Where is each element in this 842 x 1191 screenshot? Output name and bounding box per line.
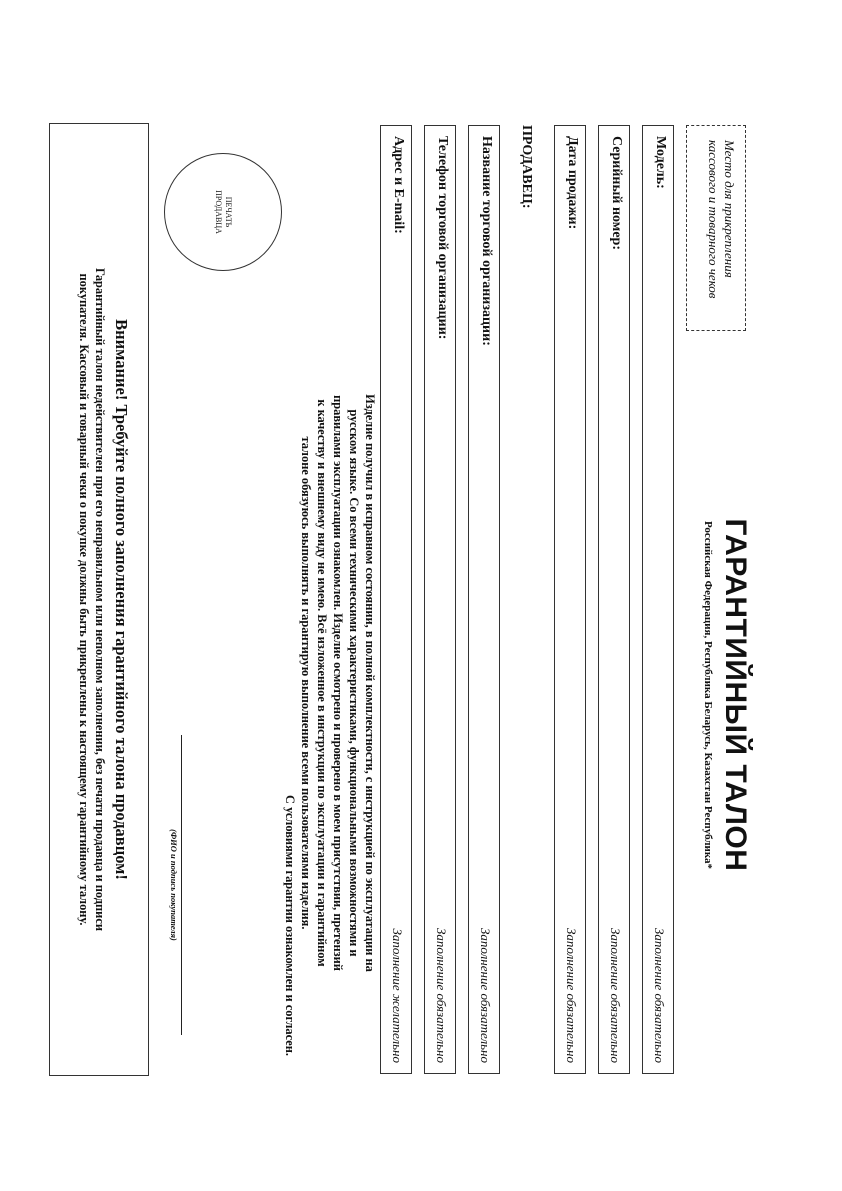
serial-number-requirement: Заполнение обязательно bbox=[608, 928, 623, 1063]
address-email-label: Адрес и E-mail: bbox=[391, 136, 406, 234]
serial-number-field[interactable] bbox=[598, 125, 630, 1074]
statement-line: к качеству и внешнему виду не имею. Всё изложенное в инструкции по эксплуатации и гарантийном bbox=[315, 399, 329, 967]
statement-line: русском языке. Со всеми техническими характеристиками, функциональными возможностями и bbox=[347, 409, 361, 957]
signature-caption: (ФИО и подпись покупателя) bbox=[169, 829, 179, 941]
organization-phone-requirement: Заполнение обязательно bbox=[434, 928, 449, 1063]
address-email-field[interactable] bbox=[380, 125, 412, 1074]
organization-name-requirement: Заполнение обязательно bbox=[478, 928, 493, 1063]
receipt-attachment-box bbox=[686, 125, 746, 331]
serial-number-label: Серийный номер: bbox=[609, 136, 624, 250]
seller-heading: ПРОДАВЕЦ: bbox=[519, 125, 534, 209]
organization-phone-label: Телефон торговой организации: bbox=[435, 136, 450, 340]
model-field[interactable] bbox=[642, 125, 674, 1074]
address-email-requirement: Заполнение желательно bbox=[390, 928, 405, 1063]
stamp-label-line2: ПРОДАВЦА bbox=[214, 190, 223, 234]
page-subtitle: Российская Федерация, Республика Беларусь, Казахстан Республика* bbox=[702, 520, 714, 869]
statement-line: Изделие получил в исправном состоянии, в полной комплектности, с инструкцией по эксплуатации на bbox=[363, 394, 377, 972]
stamp-label-line1: ПЕЧАТЬ bbox=[224, 196, 233, 228]
organization-name-field[interactable] bbox=[468, 125, 500, 1074]
warning-heading: Внимание! Требуйте полного заполнения гарантийного талона продавцом! bbox=[112, 319, 131, 880]
warning-text bbox=[76, 124, 108, 1075]
sale-date-field[interactable] bbox=[554, 125, 586, 1074]
title-block bbox=[702, 415, 752, 975]
warning-line2: покупателя. Кассовый и товарный чеки о покупке должны быть прикреплены к настоящему гарантийному талону. bbox=[77, 273, 91, 926]
warning-line1: Гарантийный талон недействителен при его неправильном или неполном заполнении, без печати продавца и подписи bbox=[93, 268, 107, 931]
organization-name-label: Название торговой организации: bbox=[479, 136, 494, 346]
warning-box bbox=[49, 123, 149, 1076]
statement-line: талоне обязуюсь выполнять и гарантирую выполнение всеми пользователями изделия. bbox=[299, 436, 313, 930]
sale-date-label: Дата продажи: bbox=[565, 136, 580, 230]
receipt-box-line1: Место для прикрепления bbox=[722, 140, 737, 278]
statement-line: правилами эксплуатации ознакомлен. Изделие осмотрено и проверено в моем присутствии, претензий bbox=[331, 395, 345, 971]
model-label: Модель: bbox=[653, 136, 668, 189]
statement-line: С условиями гарантии ознакомлен и согласен. bbox=[283, 795, 297, 1056]
sale-date-requirement: Заполнение обязательно bbox=[564, 928, 579, 1063]
receipt-box-line2: кассового и товарного чеков bbox=[706, 140, 721, 299]
signature-line[interactable] bbox=[181, 735, 182, 1035]
page-title: ГАРАНТИЙНЫЙ ТАЛОН bbox=[719, 518, 752, 872]
model-requirement: Заполнение обязательно bbox=[652, 928, 667, 1063]
seller-stamp-area bbox=[164, 153, 282, 271]
organization-phone-field[interactable] bbox=[424, 125, 456, 1074]
buyer-statement bbox=[282, 310, 378, 1056]
